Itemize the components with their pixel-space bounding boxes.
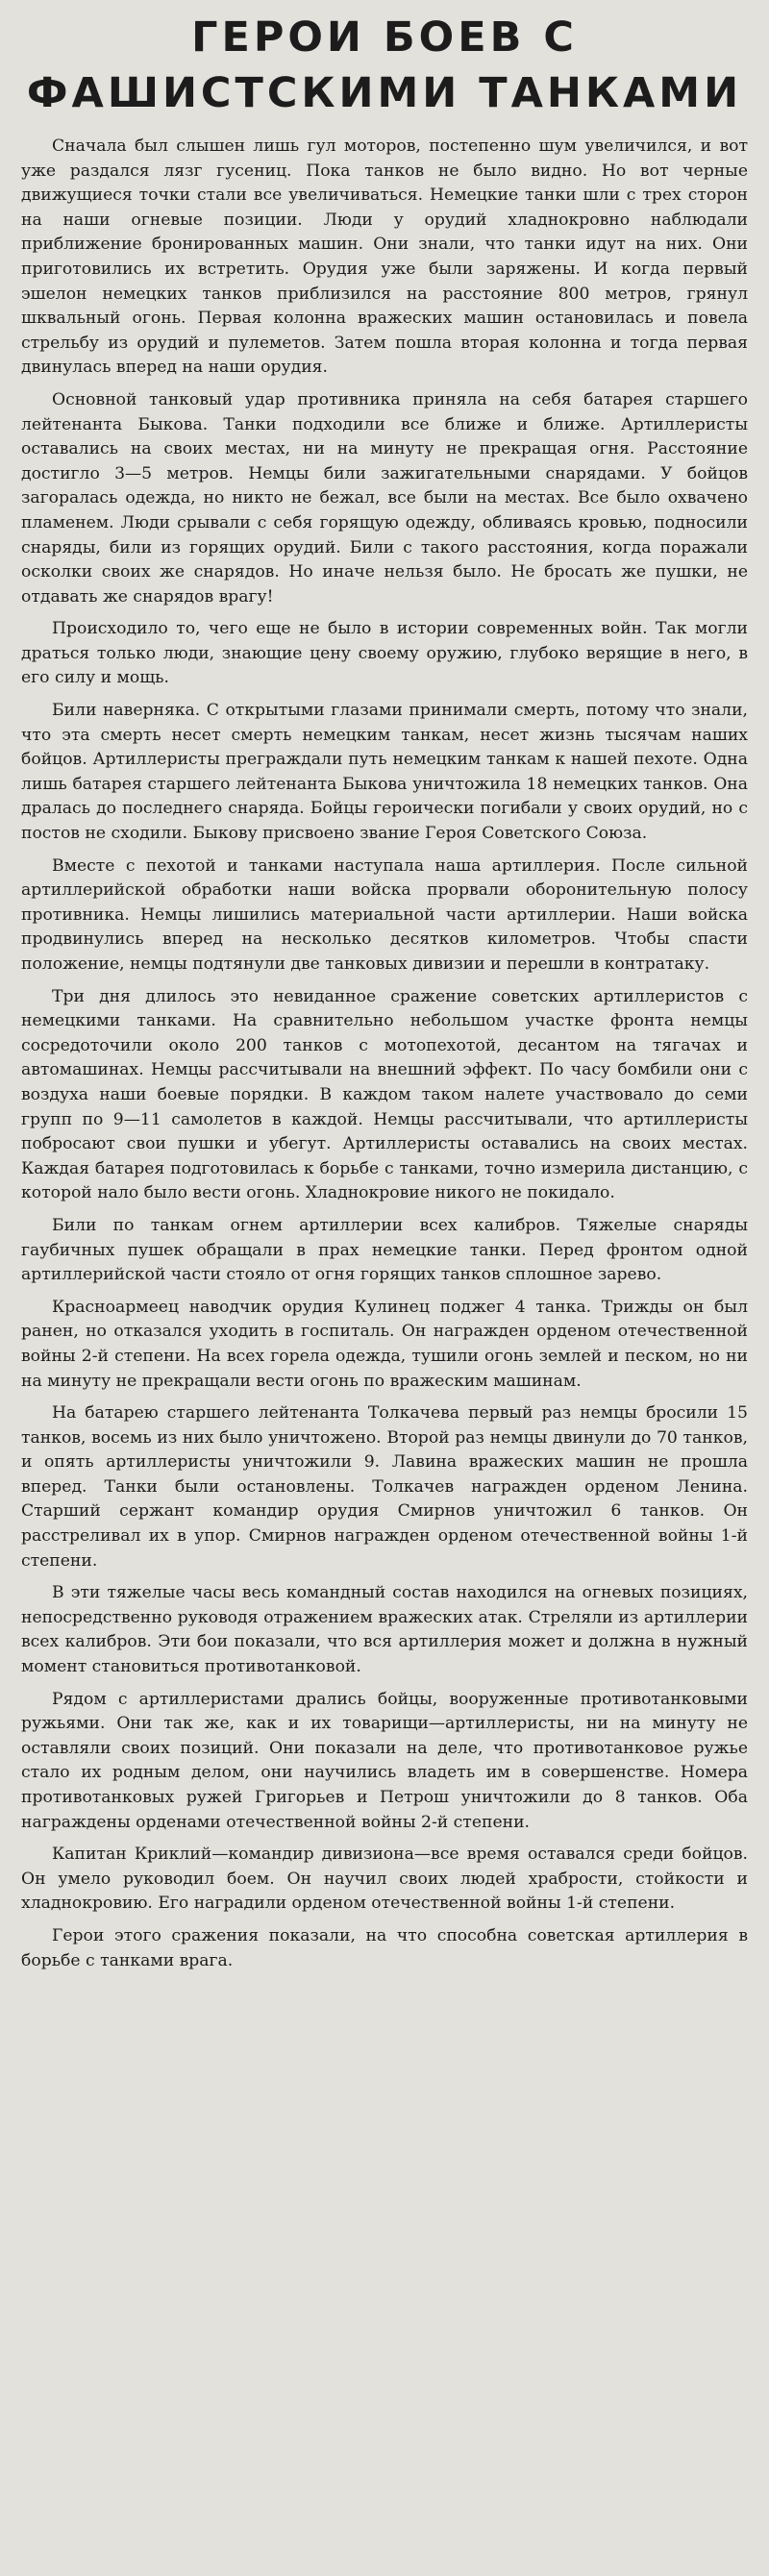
paragraph-11: Рядом с артиллеристами дрались бойцы, вооруженные противотанковыми ружьями. Они так же, как и их товарищи—артиллеристы, ни на минуту не оставляли своих позиций. Они показали на деле, что противотанковое ружье стало их родным делом, они научились владеть им в совершенстве. Номера противотанковых ружей Григорьев и Петрош уничтожили до 8 танков. Оба награждены орденами отечественной войны 2-й степени. bbox=[21, 1689, 748, 1832]
paragraph-6: Три дня длилось это невиданное сражение советских артиллеристов с немецкими танками. На сравнительно небольшом участке фронта немцы сосредоточили около 200 танков с мотопехотой, десантом на тягачах и автомашинах. Немцы рассчитывали на внешний эффект. По часу бомбили они с воздуха наши боевые порядки. В каждом таком налете участвовало до семи групп по 9—11 самолетов в каждой. Немцы рассчитывали, что артиллеристы побросают свои пушки и убегут. Артиллеристы оставались на своих местах. Каждая батарея подготовилась к борьбе с танками, точно измерила дистанцию, с которой нало было вести огонь. Хладнокровие никого не покидало. bbox=[21, 986, 748, 1203]
paragraph-13: Герои этого сражения показали, на что способна советская артиллерия в борьбе с танками врага. bbox=[21, 1925, 748, 1970]
paragraph-9: На батарею старшего лейтенанта Толкачева первый раз немцы бросили 15 танков, восемь из них было уничтожено. Второй раз немцы двинули до 70 танков, и опять артиллеристы уничтожили 9. Лавина вражеских машин не прошла вперед. Танки были остановлены. Толкачев награжден орденом Ленина. Старший сержант командир орудия Смирнов уничтожил 6 танков. Он расстреливал их в упор. Смирнов награжден орденом отечественной войны 1-й степени. bbox=[21, 1403, 748, 1571]
paragraph-12: Капитан Криклий—командир дивизиона—все время оставался среди бойцов. Он умело руководил боем. Он научил своих людей храбрости, стойкости и хладнокровию. Его наградили орденом отечественной войны 1-й степени. bbox=[21, 1845, 748, 1914]
paragraph-1: Сначала был слышен лишь гул моторов, постепенно шум увеличился, и вот уже раздался лязг гусениц. Пока танков не было видно. Но вот черные движущиеся точки стали все увеличиваться. Немецкие танки шли с трех сторон на наши огневые позиции. Люди у орудий хладнокровно наблюдали приближение бронированных машин. Они знали, что танки идут на них. Они приготовились их встретить. Орудия уже были заряжены. И когда первый эшелон немецких танков приблизился на расстояние 800 метров, грянул шквальный огонь. Первая колонна вражеских машин остановилась и повела стрельбу из орудий и пулеметов. Затем пошла вторая колонна и тогда первая двинулась вперед на наши орудия. bbox=[21, 136, 748, 378]
paragraph-4: Били наверняка. С открытыми глазами принимали смерть, потому что знали, что эта смерть несет смерть немецким танкам, несет жизнь тысячам наших бойцов. Артиллеристы преграждали путь немецким танкам к нашей пехоте. Одна лишь батарея старшего лейтенанта Быкова уничтожила 18 немецких танков. Она дралась до последнего снаряда. Бойцы героически погибали у своих орудий, но с постов не сходили. Быкову присвоено звание Героя Советского Союза. bbox=[21, 701, 748, 844]
headline-line-1: ГЕРОИ БОЕВ С bbox=[191, 13, 578, 62]
article-body bbox=[21, 135, 748, 1973]
headline bbox=[21, 10, 748, 121]
paragraph-8: Красноармеец наводчик орудия Кулинец поджег 4 танка. Трижды он был ранен, но отказался уходить в госпиталь. Он награжден орденом отечественной войны 2-й степени. На всех горела одежда, тушили огонь землей и песком, но ни на минуту не прекращали вести огонь по вражеским машинам. bbox=[21, 1297, 748, 1391]
paragraph-7: Били по танкам огнем артиллерии всех калибров. Тяжелые снаряды гаубичных пушек обращали в прах немецкие танки. Перед фронтом одной артиллерийской части стояло от огня горящих танков сплошное зарево. bbox=[21, 1215, 748, 1285]
paragraph-2: Основной танковый удар противника приняла на себя батарея старшего лейтенанта Быкова. Танки подходили все ближе и ближе. Артиллеристы оставались на своих местах, ни на минуту не прекращая огня. Расстояние достигло 3—5 метров. Немцы били зажигательными снарядами. У бойцов загоралась одежда, но никто не бежал, все были на местах. Все было охвачено пламенем. Люди срывали с себя горящую одежду, обливаясь кровью, подносили снаряды, били из горящих орудий. Били с такого расстояния, когда поражали осколки своих же снарядов. Но иначе нельзя было. Не бросать же пушки, не отдавать же снарядов врагу! bbox=[21, 389, 748, 607]
paragraph-5: Вместе с пехотой и танками наступала наша артиллерия. После сильной артиллерийской обработки наши войска прорвали оборонительную полосу противника. Немцы лишились материальной части артиллерии. Наши войска продвинулись вперед на несколько десятков километров. Чтобы спасти положение, немцы подтянули две танковых дивизии и перешли в контратаку. bbox=[21, 855, 748, 974]
headline-line-2: ФАШИСТСКИМИ ТАНКАМИ bbox=[26, 69, 743, 117]
paragraph-10: В эти тяжелые часы весь командный состав находился на огневых позициях, непосредственно руководя отражением вражеских атак. Стреляли из артиллерии всех калибров. Эти бои показали, что вся артиллерия может и должна в нужный момент становиться противотанковой. bbox=[21, 1583, 748, 1677]
paragraph-3: Происходило то, чего еще не было в истории современных войн. Так могли драться только люди, знающие цену своему оружию, глубоко верящие в него, в его силу и мощь. bbox=[21, 619, 748, 688]
